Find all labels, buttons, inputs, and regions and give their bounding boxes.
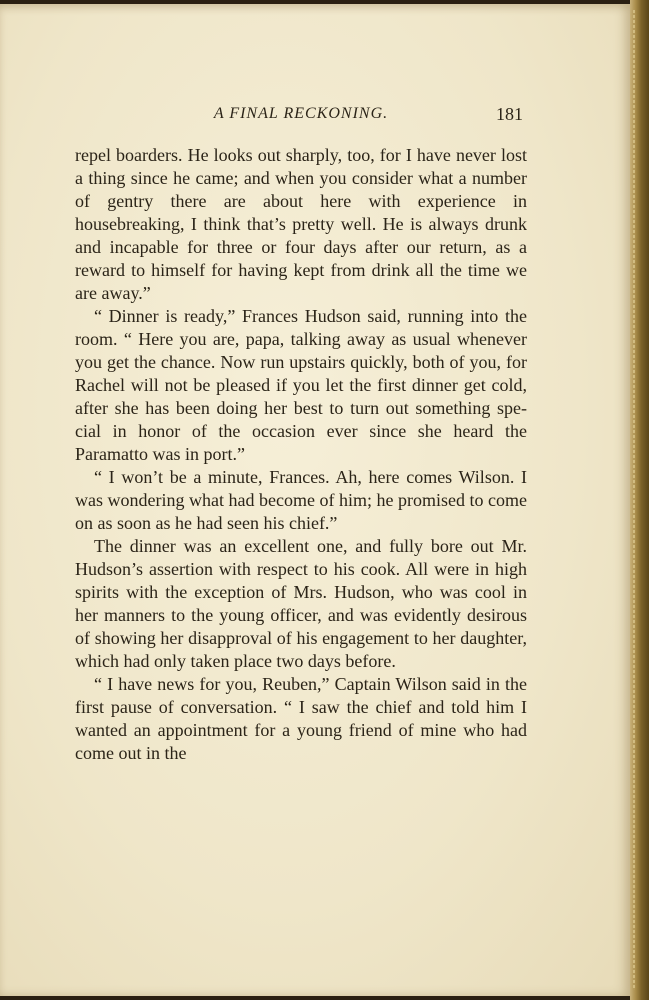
paragraph: “ I have news for you, Reuben,” Captain Wilson said in the first pause of conversation. “ I saw the chief and told him I wanted an appointment for a young friend of mine who had come out in the bbox=[75, 674, 527, 763]
paragraph: The dinner was an excellent one, and fully bore out Mr. Hudson’s assertion with respect to his cook. All were in high spirits with the exception of Mrs. Hudson, who was cool in her manners to the young officer, and was evidently desirous of showing her disapproval of his engagement to her daughter, which had only taken place two days before. bbox=[75, 536, 527, 671]
paragraph: “ Dinner is ready,” Frances Hudson said, running into the room. “ Here you are, papa, talking away as usual whenever you get the chance. Now run upstairs quickly, both of you, for Rachel will not be pleased if you let the first dinner get cold, after she has been doing her best to turn out something spe-cial in honor of the occasion ever since she heard the Paramatto was in port.” bbox=[75, 306, 527, 464]
body-text bbox=[75, 144, 527, 765]
page-header bbox=[75, 102, 527, 128]
paragraph: “ I won’t be a minute, Frances. Ah, here comes Wilson. I was wondering what had become of him; he promised to come on as soon as he had seen his chief.” bbox=[75, 467, 527, 533]
running-head: A FINAL RECKONING. bbox=[213, 105, 389, 122]
book-page bbox=[0, 4, 630, 996]
page-edge bbox=[630, 0, 649, 1000]
paragraph: repel boarders. He looks out sharply, too, for I have never lost a thing since he came; and when you consider what a number of gentry there are about here with experience in housebreaking, I think that’s pretty well. He is always drunk and incapable for three or four days after our return, as a reward to himself for having kept from drink all the time we are away.” bbox=[75, 145, 527, 303]
page-number: 181 bbox=[496, 104, 523, 124]
